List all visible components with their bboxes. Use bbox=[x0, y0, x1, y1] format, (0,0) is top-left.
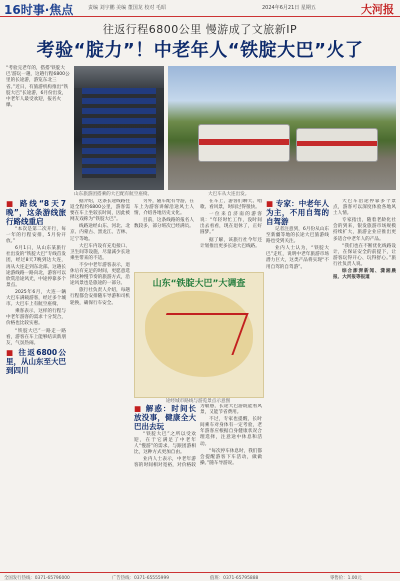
article-headline: 考验“腚力”！中老年人“铁腚大巴”火了 bbox=[36, 40, 364, 61]
paragraph: “本次是第二次开行，每一年的行程安排，5月份开放。” bbox=[6, 227, 66, 245]
article-kicker: 往返行程6800公里 慢游成了文旅新IP bbox=[102, 23, 298, 36]
map-caption: 途经城市路线与游览景点示意图 bbox=[165, 399, 231, 404]
article-column-2 bbox=[70, 199, 130, 569]
paragraph: 线路途经山东、河北、北京、内蒙古、黑龙江、吉林、辽宁等地。 bbox=[70, 224, 130, 242]
section-badge: 16时事·焦点 bbox=[4, 3, 74, 17]
paragraph: 大巴车沿途停靠多个景点，游客可以深度体验各地风土人情。 bbox=[333, 199, 396, 217]
photo-caption-interior: 山东旅游团搭乘的大巴配有航空座椅。 bbox=[74, 192, 153, 197]
source-credit: 综合澎湃新闻、潇湘晨报、大河报等报道 bbox=[333, 269, 396, 281]
article-column-5 bbox=[200, 199, 262, 349]
paragraph: 业内人士认为，“铁腚大巴”走红，说明中老年旅游市场潜力巨大，这类产品将实现“不用自驾的自驾游”。 bbox=[266, 246, 329, 270]
paragraph: 据介绍，这条长途线路往返全程约6800公里，游客需要在车上坐较长时间，因此被网友戏称为“铁腚大巴”。 bbox=[70, 199, 130, 223]
photo-caption-road: 大巴车从大连出发。 bbox=[208, 192, 250, 197]
bus-interior-photo bbox=[74, 66, 164, 190]
footer-duty: 值班：0371-65795888 bbox=[210, 576, 259, 581]
paragraph: 记者注意到，6月份从山东至新疆等地的长途大巴旅游线路也受到关注。 bbox=[266, 227, 329, 245]
paragraph: 据了解，该旅行社今年还计划推出更多长途大巴线路。 bbox=[200, 237, 262, 249]
paragraph: 大巴车内设有充电接口、卫生间等设施，尽量减少长途乘坐带来的不适。 bbox=[70, 243, 130, 261]
paragraph: 在车上，游客们聊天、唱歌、看风景，时间过得很快。 bbox=[200, 199, 262, 211]
paragraph: 2025年6月，大连一辆大巴车满载游客，经过多个城市。大巴车上有航空座椅。 bbox=[6, 289, 66, 308]
footer-price: 零售价：1.00元 bbox=[330, 576, 362, 581]
section-heading-1: ■ 路线“8天7晚”，这条游线旅行路线重启 bbox=[6, 199, 66, 226]
issue-date: 2024年6月21日 星期五 bbox=[262, 5, 316, 11]
footer-distribution: 全国发行热线：0371-65796000 bbox=[4, 576, 70, 581]
article-column-4 bbox=[134, 404, 262, 569]
footer-ads: 广告热线：0371-65555999 bbox=[112, 576, 170, 581]
coach-bus-right bbox=[296, 128, 378, 162]
paragraph: 目前，这条线路的报名人数较多，部分班次已经满员。 bbox=[134, 218, 194, 230]
paragraph: 不过，专家也提醒，长时间乘车对身体有一定考验，老年游客应根据自身健康状况合理选择，注意途中休息和活动。 bbox=[200, 417, 262, 447]
coach-bus-left bbox=[198, 124, 290, 162]
paragraph: “铁腚大巴”之所以受欢迎，在于它满足了中老年人“慢游”的需求。与跟团游相比，这种方式更加自由。 bbox=[134, 432, 196, 456]
bus-seats bbox=[82, 88, 156, 178]
masthead bbox=[0, 0, 400, 17]
bus-road-photo bbox=[168, 66, 396, 190]
paragraph: “我们也在不断优化线路设计，在保证安全的前提下，让游客玩得开心、玩得舒心。”旅行社负责人说。 bbox=[333, 243, 396, 267]
bus-ceiling bbox=[74, 66, 164, 88]
lead-paragraph-box bbox=[6, 66, 70, 190]
paragraph: 乘客表示，这样的行程与中老年游客的需求十分契合，价格也比较实惠。 bbox=[6, 309, 66, 327]
paragraph: 旅行社负责人介绍，每趟行程都会安排随车导游和司机轮换，确保行车安全。 bbox=[70, 288, 130, 306]
paragraph: 另外，随车配有导游，在车上为游客讲解沿途风土人情，介绍各地历史文化。 bbox=[134, 199, 194, 217]
paragraph: “每次停车休息时，我们都会提醒游客下车活动，做做操。”随车导游说。 bbox=[200, 448, 262, 466]
paragraph: “铁腚大巴”一路走一路看，游客在车上能够结识新朋友，气氛热闹。 bbox=[6, 328, 66, 346]
newspaper-logo: 大河报 bbox=[361, 3, 394, 16]
page-footer bbox=[0, 572, 400, 581]
map-title: 山东“铁腚大巴”大调查 bbox=[152, 279, 246, 289]
section-heading-3: ■ 解惑：时间长放没事，健康全大巴出去玩 bbox=[134, 404, 196, 431]
paragraph: 不少中老年游客表示，退休后有充足的时间，更愿意选择这种慢节奏的旅游方式，沿途风景也是旅途的一部分。 bbox=[70, 262, 130, 287]
paragraph: 6月1日，从山东某旅行社出发的“铁腚大巴”专线首发团，经过8天7晚到达大连，再从大连走到东北部。这趟长途游线路一路向北，游客可以欣赏沿途风光，中途停靠多个景点。 bbox=[6, 246, 66, 288]
article-column-6 bbox=[266, 199, 396, 569]
paragraph: 专家指出，随着老龄化社会的到来，银发旅游市场规模持续扩大，旅游企业应推出更多适合中老年人的产品。 bbox=[333, 218, 396, 242]
paragraph: 一位来自济南的游客说：“年轻时忙工作，没时间出去看看，现在退休了，正好圆梦。” bbox=[200, 212, 262, 236]
lead-paragraph: “考验完老年的，搭搭‘铁腚大巴’游玩一趟，这趟行程6800公里的长途游，游览东北三省。”近日，有旅游机构推出“铁腚大巴”长途游，6月份出发，中老年人最受欢迎，报名火爆。 bbox=[6, 66, 70, 109]
section-heading-2: ■ 往返6800公里，从山东至大巴到四川 bbox=[6, 347, 66, 375]
section-heading-4: ■ 专家：中老年人为主，不用自驾的自驾游 bbox=[266, 199, 329, 226]
paragraph: 业内人士表示，中老年游客的时间相对宽裕，对价格较为敏感，长途大巴游既能看风景，又能节省费用。 bbox=[134, 404, 262, 469]
editor-credits: 责编 刘宇鹏 美编 董国龙 校对 毛昭 bbox=[88, 5, 166, 11]
article-column-1 bbox=[6, 199, 66, 569]
